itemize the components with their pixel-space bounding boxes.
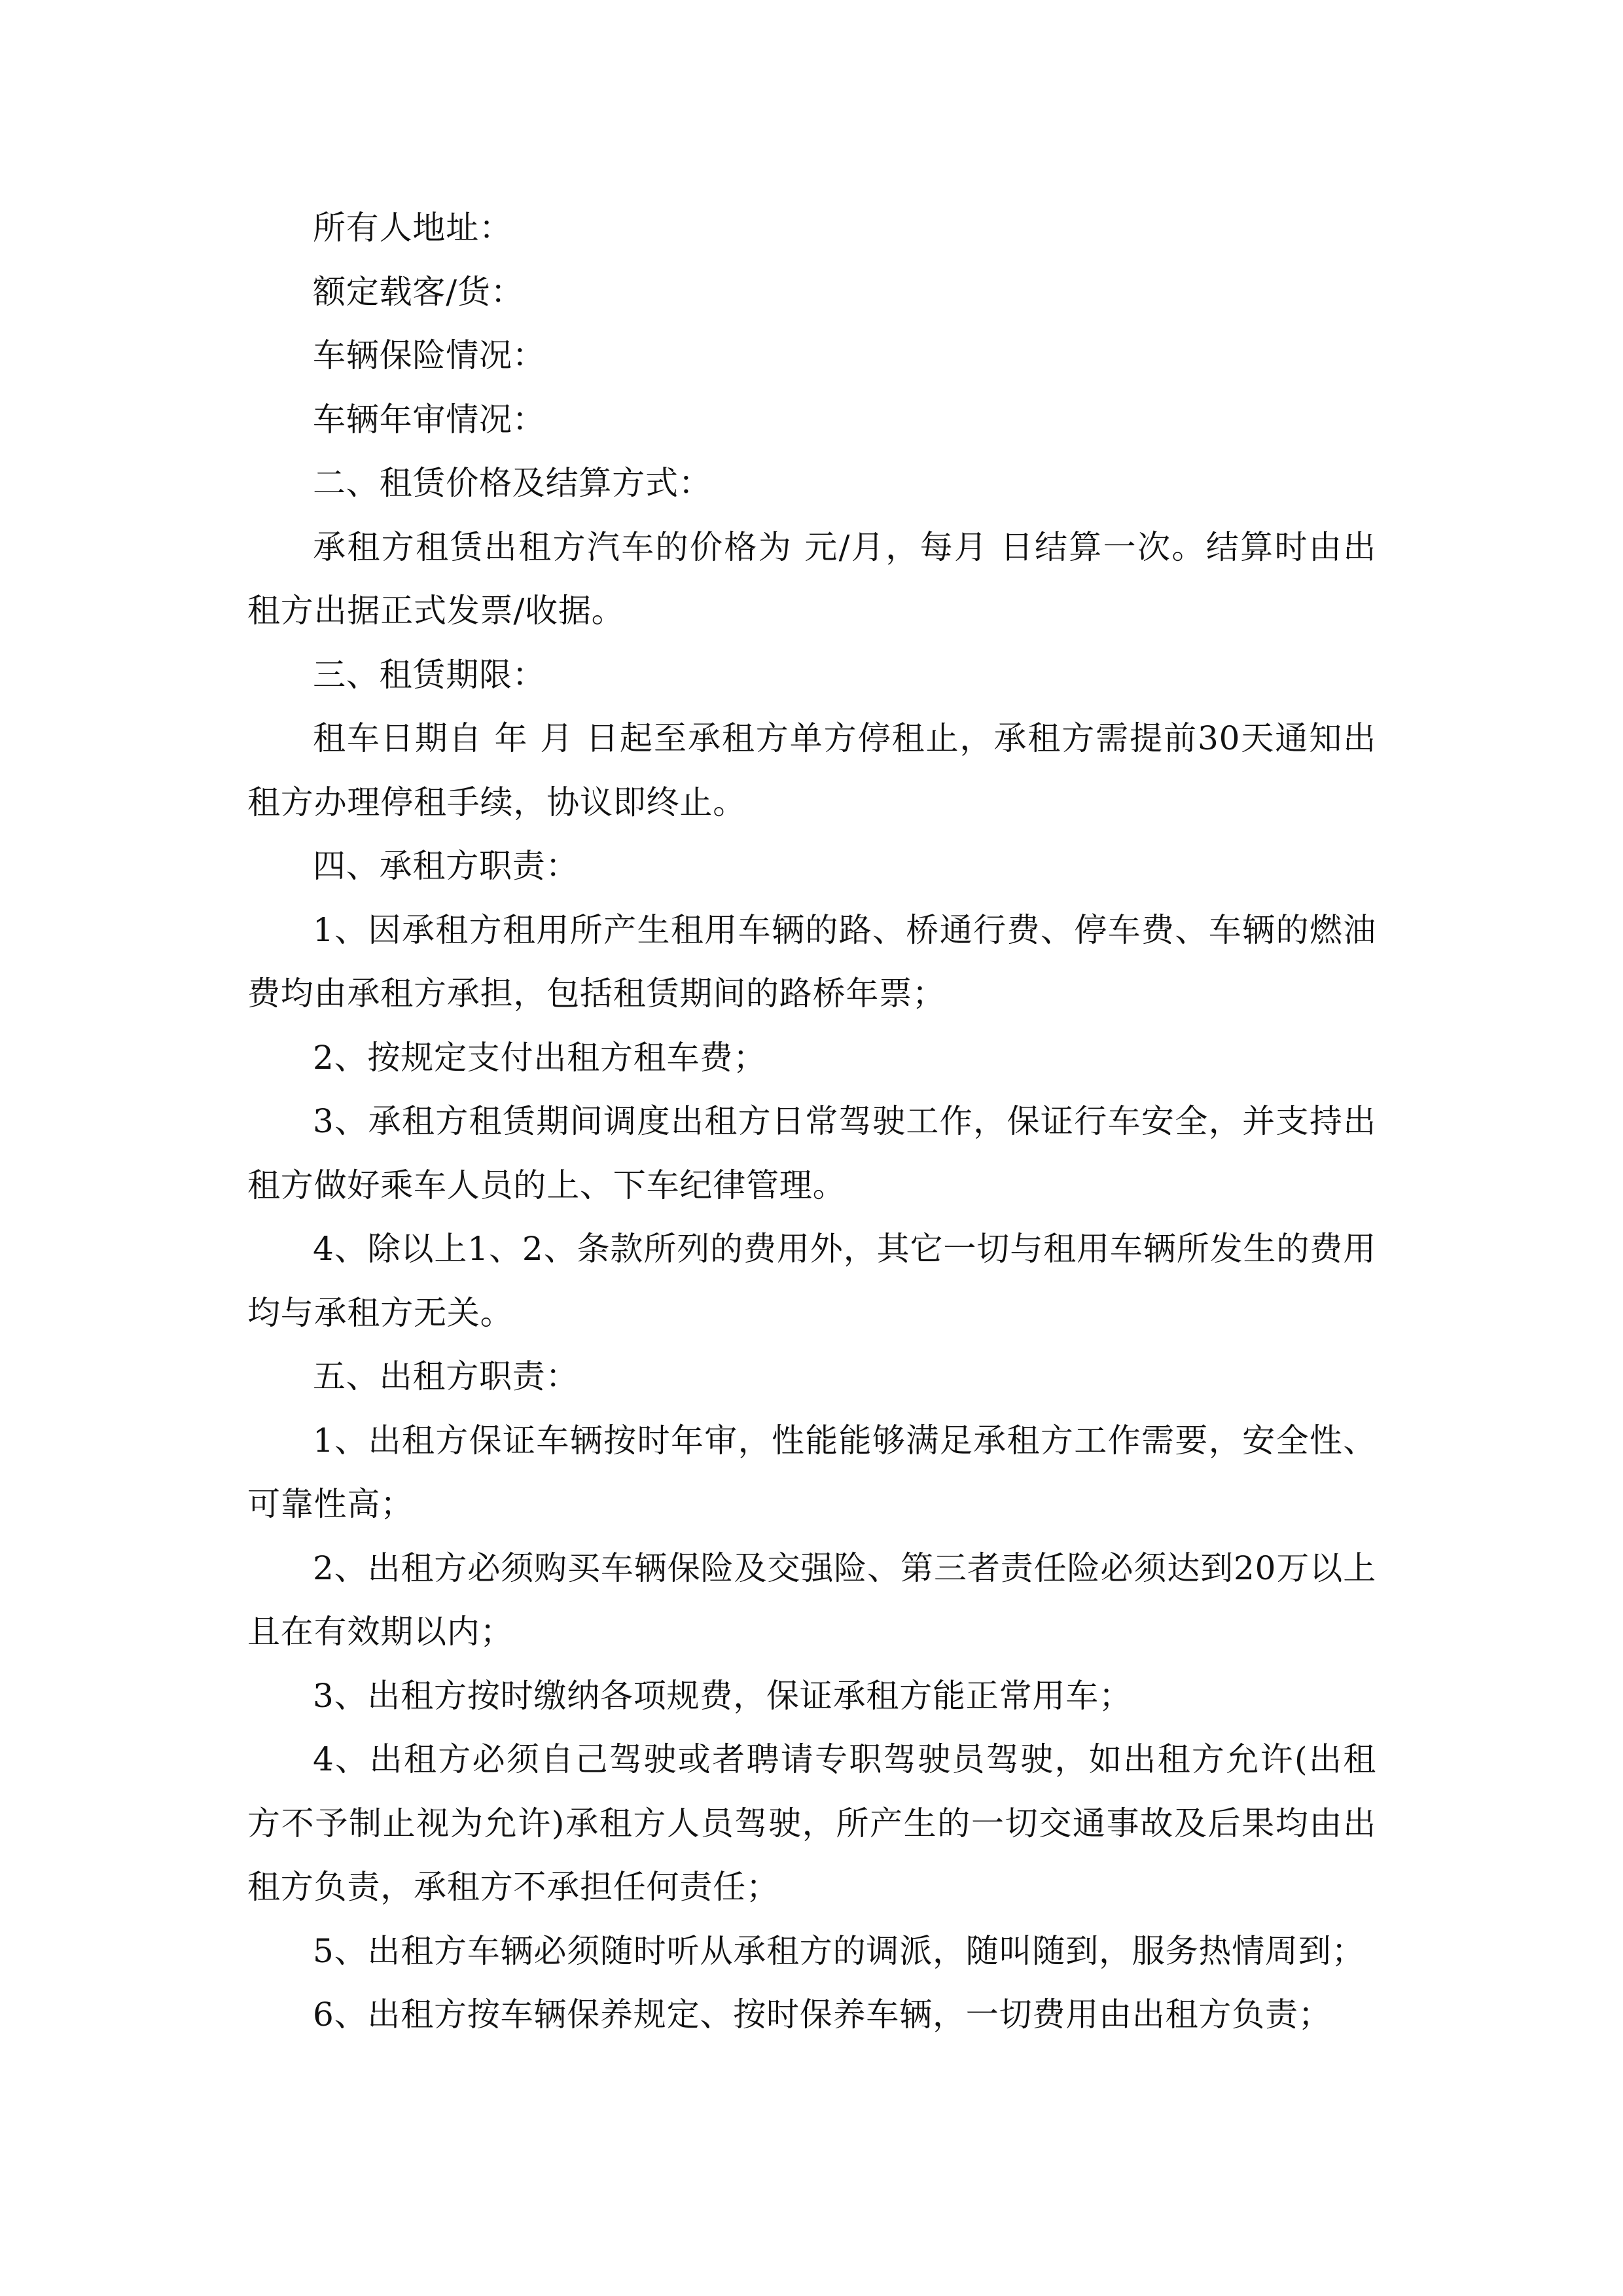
- lessor-duty-item: 5、出租方车辆必须随时听从承租方的调派，随叫随到，服务热情周到；: [313, 1931, 1365, 1970]
- section-heading-lessor-duties: 五、出租方职责：: [313, 1357, 579, 1395]
- section-heading-lessee-duties: 四、承租方职责：: [313, 847, 579, 885]
- lessor-duty-item: 1、出租方保证车辆按时年审，性能能够满足承租方工作需要，安全性、可靠性高；: [247, 1421, 1376, 1523]
- lessee-duty-item: 2、按规定支付出租方租车费；: [313, 1038, 767, 1077]
- lessor-duty-item: 6、出租方按车辆保养规定、按时保养车辆，一切费用由出租方负责；: [313, 1996, 1332, 2034]
- document-body: [247, 196, 1376, 2047]
- field-annual-inspection: 车辆年审情况：: [313, 400, 546, 439]
- clause-price: 承租方租赁出租方汽车的价格为 元/月，每月 日结算一次。结算时由出租方出据正式发票/收据。: [247, 528, 1376, 630]
- field-insurance-status: 车辆保险情况：: [313, 336, 546, 374]
- clause-term: 租车日期自 年 月 日起至承租方单方停租止，承租方需提前30天通知出租方办理停租手续，协议即终止。: [247, 719, 1376, 821]
- section-heading-term: 三、租赁期限：: [313, 655, 546, 694]
- lessor-duty-item: 4、出租方必须自己驾驶或者聘请专职驾驶员驾驶，如出租方允许(出租方不予制止视为允许)承租方人员驾驶，所产生的一切交通事故及后果均由出租方负责，承租方不承担任何责任；: [247, 1740, 1376, 1906]
- lessee-duty-item: 1、因承租方租用所产生租用车辆的路、桥通行费、停车费、车辆的燃油费均由承租方承担，包括租赁期间的路桥年票；: [247, 910, 1376, 1013]
- lessee-duty-item: 3、承租方租赁期间调度出租方日常驾驶工作，保证行车安全，并支持出租方做好乘车人员的上、下车纪律管理。: [247, 1102, 1376, 1204]
- lessor-duty-item: 3、出租方按时缴纳各项规费，保证承租方能正常用车；: [313, 1676, 1132, 1715]
- section-heading-price: 二、租赁价格及结算方式：: [313, 464, 712, 502]
- field-rated-capacity: 额定载客/货：: [313, 272, 524, 311]
- lessor-duty-item: 2、出租方必须购买车辆保险及交强险、第三者责任险必须达到20万以上且在有效期以内；: [247, 1549, 1376, 1651]
- lessee-duty-item: 4、除以上1、2、条款所列的费用外，其它一切与租用车辆所发生的费用均与承租方无关。: [247, 1230, 1376, 1332]
- field-owner-address: 所有人地址：: [313, 209, 512, 247]
